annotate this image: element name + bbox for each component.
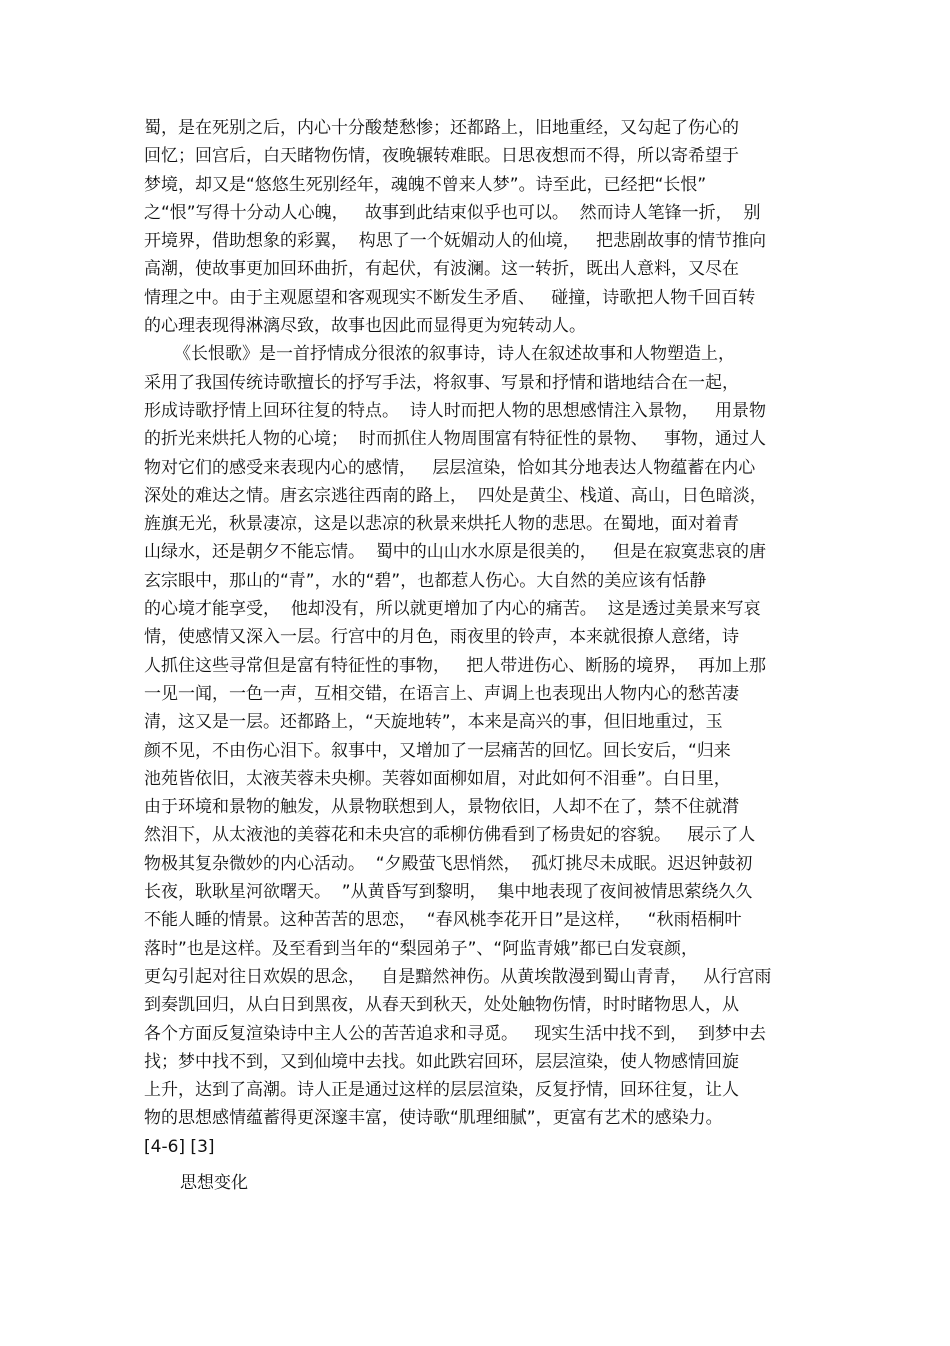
text-line: 不能人睡的情景。这种苦苦的思恋， “春风桃李花开日”是这样， “秋雨梧桐叶 [144, 910, 742, 931]
text-line: 玄宗眼中，那山的“青”，水的“碧”，也都惹人伤心。大自然的美应该有恬静 [144, 570, 707, 591]
text-line: 清，这又是一层。还都路上，“天旋地转”，本来是高兴的事，但旧地重过，玉 [144, 712, 723, 733]
text-line: 旌旗无光，秋景凄凉，这是以悲凉的秋景来烘托人物的悲思。在蜀地，面对着青 [144, 514, 739, 535]
text-line: 物极其复杂微妙的内心活动。 “夕殿萤飞思悄然， 孤灯挑尽未成眠。迟迟钟鼓初 [144, 853, 753, 874]
text-line: 物的思想感情蕴蓄得更深邃丰富，使诗歌“肌理细腻”，更富有艺术的感染力。 [144, 1108, 723, 1129]
text-line: 更勾引起对往日欢娱的思念， 自是黯然神伤。从黄埃散漫到蜀山青青， 从行宫雨 [144, 966, 772, 987]
text-line: 蜀，是在死别之后，内心十分酸楚愁惨；还都路上，旧地重经，又勾起了伤心的 [144, 118, 739, 138]
text-line: 的心理表现得淋漓尽致，故事也因此而显得更为宛转动人。 [144, 316, 586, 337]
text-line: 找；梦中找不到，又到仙境中去找。如此跌宕回环，层层渲染，使人物感情回旋 [144, 1051, 739, 1072]
text-line: 开境界，借助想象的彩翼， 构思了一个妩媚动人的仙境， 把悲剧故事的情节推向 [144, 231, 767, 252]
text-line: 形成诗歌抒情上回环往复的特点。 诗人时而把人物的思想感情注入景物， 用景物 [144, 400, 767, 421]
text-line: 物对它们的感受来表现内心的感情， 层层渲染，恰如其分地表达人物蕴蓄在内心 [144, 457, 756, 478]
paragraph-first-line: 《长恨歌》是一首抒情成分很浓的叙事诗，诗人在叙述故事和人物塑造上， [174, 344, 735, 365]
text-line: 长夜，耿耿星河欲曙天。 ”从黄昏写到黎明， 集中地表现了夜间被情思萦绕久久 [144, 882, 753, 903]
text-line: 池苑皆依旧，太液芙蓉未央柳。芙蓉如面柳如眉，对此如何不泪垂”。白日里， [144, 768, 731, 789]
text-line: 梦境，却又是“悠悠生死别经年，魂魄不曾来人梦”。诗至此，已经把“长恨” [144, 174, 707, 195]
text-line: 各个方面反复渲染诗中主人公的苦苦追求和寻觅。 现实生活中找不到， 到梦中去 [144, 1023, 767, 1044]
text-line: 颜不见，不由伤心泪下。叙事中，又增加了一层痛苦的回忆。回长安后，“归来 [144, 740, 731, 761]
text-line: 人抓住这些寻常但是富有特征性的事物， 把人带进伤心、断肠的境界， 再加上那 [144, 655, 767, 676]
text-line: 深处的难达之情。唐玄宗逃往西南的路上， 四处是黄尘、栈道、高山，日色暗淡， [144, 485, 767, 506]
body-text [144, 114, 824, 1197]
text-line: 之“恨”写得十分动人心魄， 故事到此结束似乎也可以。 然而诗人笔锋一折， 别 [144, 202, 761, 223]
text-line: 高潮，使故事更加回环曲折，有起伏，有波澜。这一转折，既出人意料，又尽在 [144, 259, 739, 280]
text-line: 的折光来烘托人物的心境； 时而抓住人物周围富有特征性的景物、 事物，通过人 [144, 429, 767, 450]
section-heading: 思想变化 [180, 1172, 248, 1193]
text-line: 情理之中。由于主观愿望和客观现实不断发生矛盾、 碰撞，诗歌把人物千回百转 [144, 287, 756, 308]
text-line: 的心境才能享受， 他却没有，所以就更增加了内心的痛苦。 这是透过美景来写哀 [144, 599, 761, 620]
text-line: 一见一闻，一色一声，互相交错，在语言上、声调上也表现出人物内心的愁苦凄 [144, 683, 739, 704]
text-line: 然泪下，从太液池的美蓉花和未央宫的乖柳仿佛看到了杨贵妃的容貌。 展示了人 [144, 825, 756, 846]
text-line: 采用了我国传统诗歌擅长的抒写手法，将叙事、写景和抒情和谐地结合在一起， [144, 372, 739, 393]
text-line: 由于环境和景物的触发，从景物联想到人，景物依旧，人却不在了，禁不住就潸 [144, 797, 739, 818]
citation-reference: [4-6] [3] [144, 1136, 215, 1157]
text-line: 上升，达到了高潮。诗人正是通过这样的层层渲染，反复抒情，回环往复，让人 [144, 1080, 739, 1101]
text-line: 回忆；回宫后，白天睹物伤情，夜晚辗转难眠。日思夜想而不得，所以寄希望于 [144, 146, 739, 167]
text-line: 情，使感情又深入一层。行宫中的月色，雨夜里的铃声，本来就很撩人意绪，诗 [144, 627, 739, 648]
text-line: 落时”也是这样。及至看到当年的“梨园弟子”、“阿监青娥”都已白发衰颜， [144, 938, 699, 959]
text-line: 山绿水，还是朝夕不能忘情。 蜀中的山山水水原是很美的， 但是在寂寞悲哀的唐 [144, 542, 767, 563]
text-line: 到奏凯回归，从白日到黑夜，从春天到秋天，处处触物伤情，时时睹物思人，从 [144, 995, 739, 1016]
